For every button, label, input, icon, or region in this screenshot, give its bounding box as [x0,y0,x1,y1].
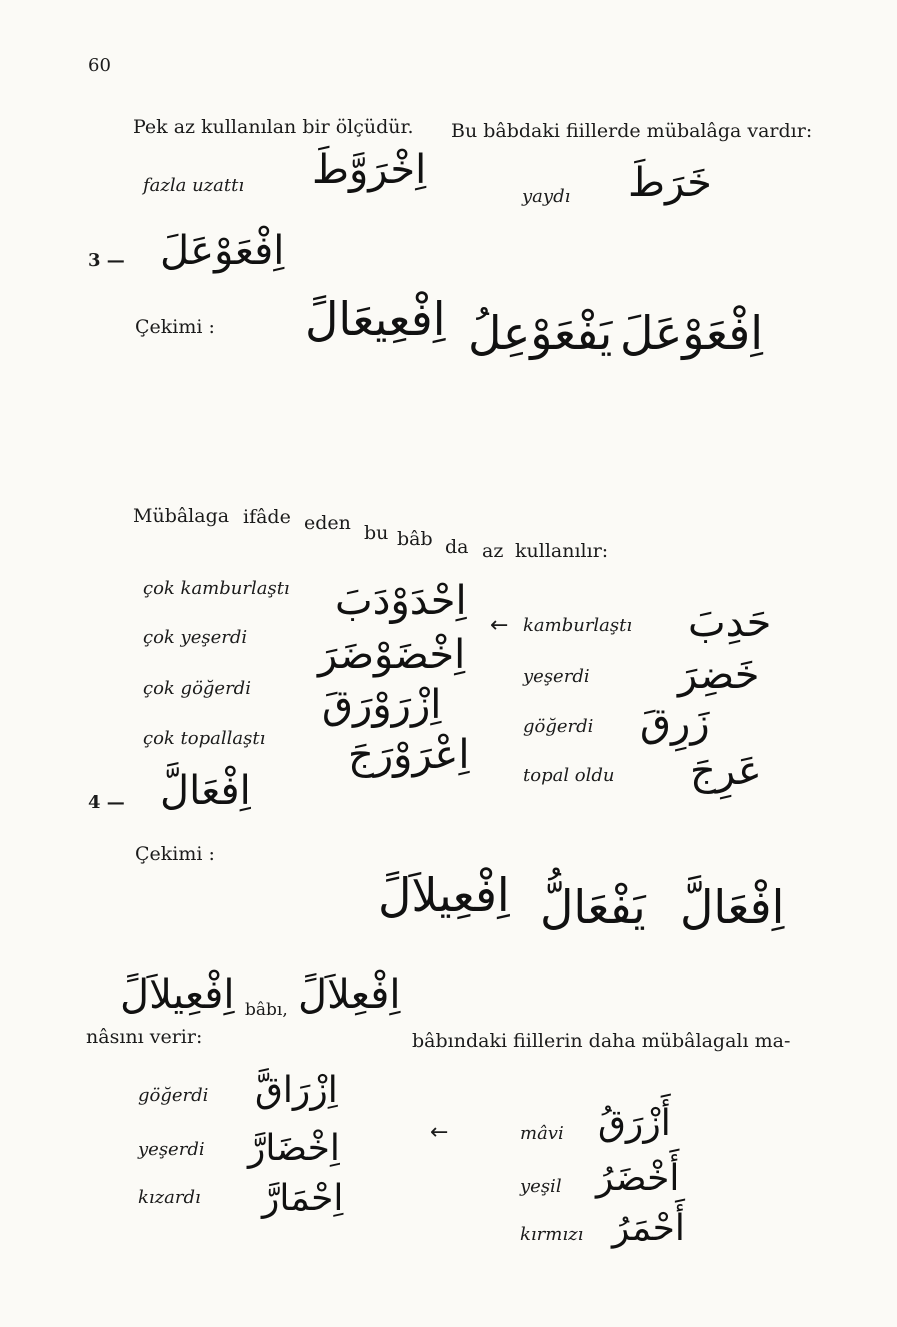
ex2-right-meaning-4: topal oldu [523,765,615,786]
babi-arabic-2: اِفْعِلاَلً [298,972,401,1018]
ex1-arabic-1: اِخْرَوَّطَ [312,147,427,193]
ex1-arabic-2: خَرَطَ [628,160,712,206]
ex2-left-arabic-4: اِعْرَوْرَجَ [348,732,470,778]
babi-text-nasini: nâsını verir: [86,1026,203,1048]
section-3-pattern: اِفْعَوْعَلَ [160,228,285,274]
ex2-right-arabic-3: زَرِقَ [640,700,710,746]
mubalaga-word-5: bâb [397,528,433,550]
ex2-left-arabic-3: اِزْرَوْرَقَ [322,682,442,728]
section-3-conj-1: اِفْعَوْعَلَ [620,306,764,360]
mubalaga-word-1: Mübâlaga [133,505,230,527]
section-4-number: 4 — [88,792,125,813]
ex2-right-arabic-4: عَرِجَ [690,748,762,794]
ex3-left-arabic-3: اِحْمَارَّ [262,1178,344,1219]
ex2-left-arabic-1: اِحْدَوْدَبَ [335,578,467,624]
ex3-right-arabic-2: أَخْضَرُ [596,1158,680,1199]
babi-text-babi: bâbı, [245,1000,288,1020]
section-4-pattern: اِفْعَالَّ [160,768,251,814]
babi-arabic-1: اِفْعِيلاَلً [120,972,235,1018]
ex3-left-arabic-2: اِخْضَارَّ [248,1128,340,1169]
mubalaga-word-6: da [445,536,469,558]
intro-text-1: Pek az kullanılan bir ölçüdür. [133,116,414,138]
ex3-right-arabic-3: أَحْمَرُ [612,1208,685,1249]
intro-text-2: Bu bâbdaki fiillerde mübalâga vardır: [451,120,813,142]
ex3-left-meaning-1: göğerdi [138,1085,209,1106]
section-3-cekimi-label: Çekimi : [135,316,215,338]
ex3-right-arabic-1: أَزْرَقُ [598,1103,671,1144]
babi-text-babindaki: bâbındaki fiillerin daha mübâlagalı ma- [412,1030,791,1052]
ex2-left-meaning-1: çok kamburlaştı [143,578,290,599]
mubalaga-word-3: eden [304,512,351,534]
section-4-conj-3: اِفْعِيلاَلً [378,868,510,922]
ex3-right-meaning-1: mâvi [520,1123,564,1144]
ex2-right-meaning-2: yeşerdi [523,666,590,687]
ex2-right-meaning-3: göğerdi [523,716,594,737]
section-4-conj-1: اِفْعَالَّ [680,880,785,934]
ex3-left-meaning-2: yeşerdi [138,1139,205,1160]
ex2-left-arabic-2: اِخْضَوْضَرَ [318,632,466,678]
ex2-arrow: ← [490,613,509,638]
ex2-right-arabic-1: حَدِبَ [688,600,772,646]
mubalaga-word-4: bu [364,522,389,544]
ex2-right-meaning-1: kamburlaştı [523,615,633,636]
ex3-right-meaning-3: kırmızı [520,1224,584,1245]
ex2-left-meaning-4: çok topallaştı [143,728,266,749]
ex2-left-meaning-2: çok yeşerdi [143,627,248,648]
section-3-conj-3: اِفْعِيعَالً [305,292,446,346]
ex3-left-arabic-1: اِزْرَاقَّ [255,1070,338,1111]
section-4-conj-2: يَفْعَالُّ [540,880,646,934]
mubalaga-word-7: az [482,540,504,562]
section-3-conj-2: يَفْعَوْعِلُ [468,306,613,360]
page-number: 60 [88,55,111,76]
ex3-arrow: ← [430,1120,449,1145]
section-4-cekimi-label: Çekimi : [135,843,215,865]
mubalaga-word-8: kullanılır: [515,540,609,562]
ex2-left-meaning-3: çok göğerdi [143,678,251,699]
ex1-meaning-1: fazla uzattı [143,175,245,196]
ex3-right-meaning-2: yeşil [520,1176,562,1197]
mubalaga-word-2: ifâde [243,506,291,528]
ex1-meaning-2: yaydı [522,186,571,207]
section-3-number: 3 — [88,250,125,271]
ex2-right-arabic-2: خَضِرَ [678,652,760,698]
ex3-left-meaning-3: kızardı [138,1187,201,1208]
